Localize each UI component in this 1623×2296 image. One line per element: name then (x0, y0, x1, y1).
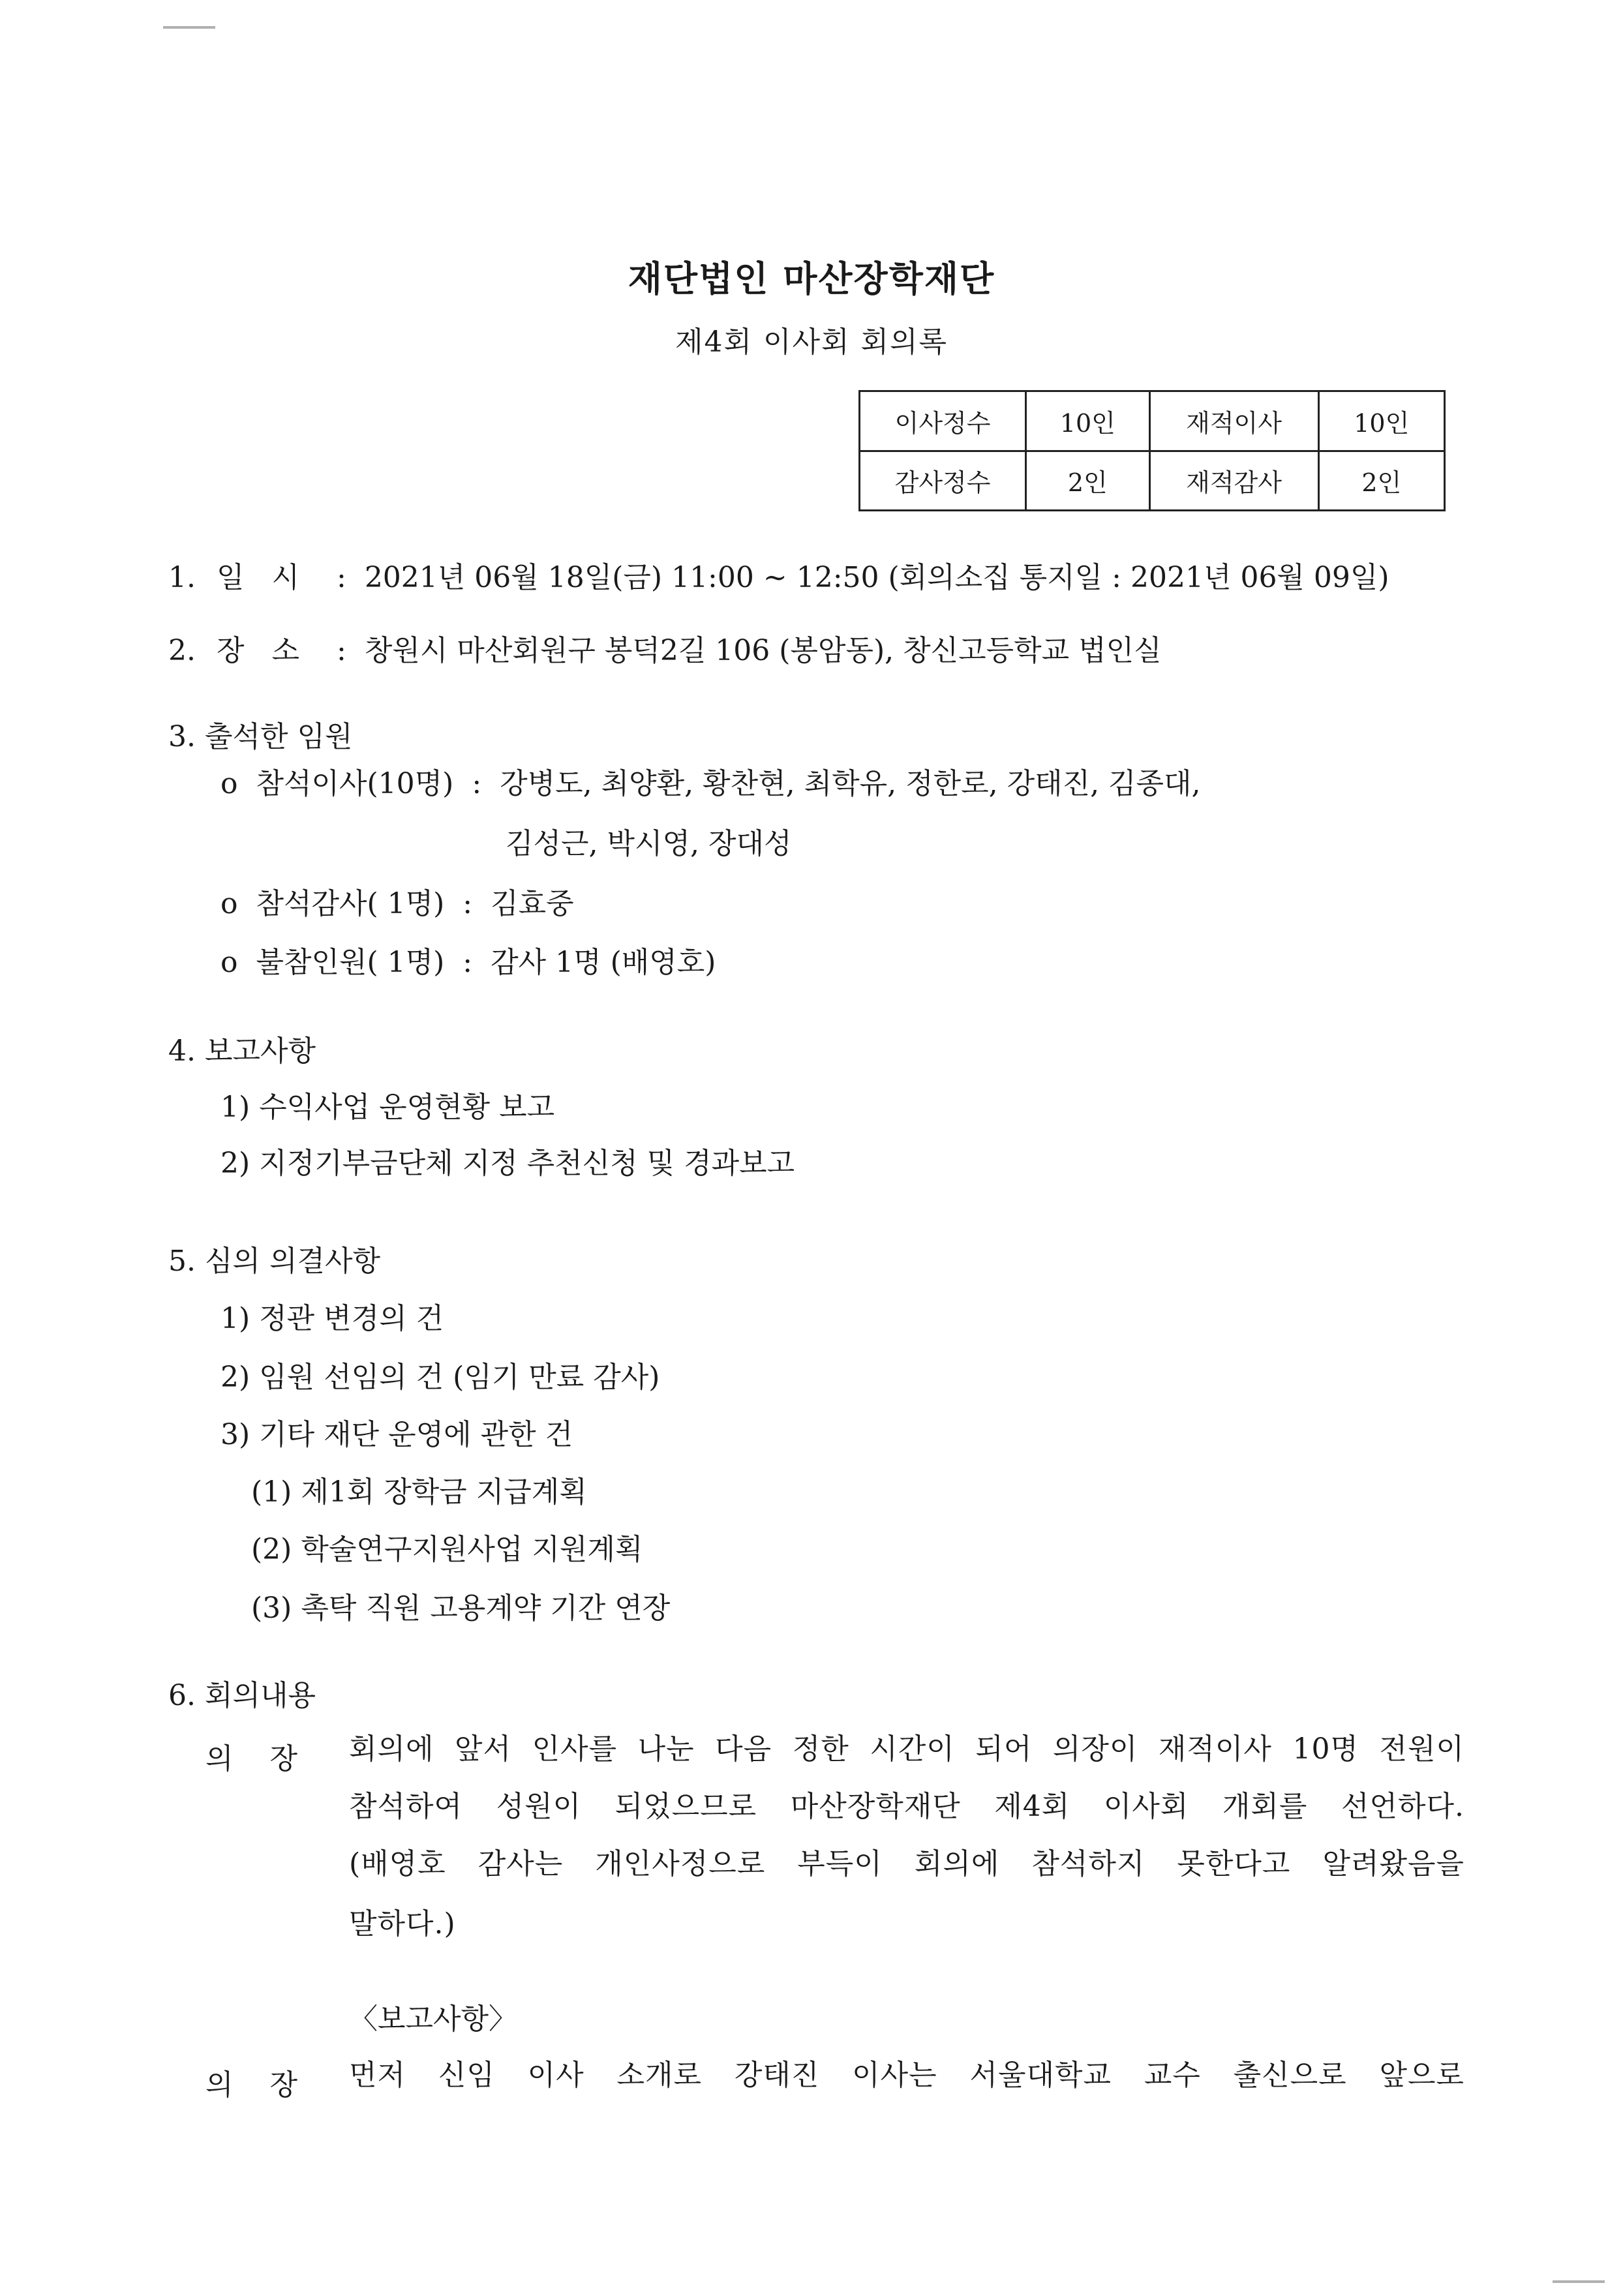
paragraph-text: 먼저 신임 이사 소개로 강태진 이사는 서울대학교 교수 출신으로 앞으로 (349, 2059, 1464, 2092)
item-place (168, 634, 1162, 667)
sub-list-item: (1) 제1회 장학금 지급계획 (251, 1475, 587, 1509)
member-summary-table (858, 390, 1446, 511)
paragraph-text: (배영호 감사는 개인사정으로 부득이 회의에 참석하지 못한다고 알려왔음을 (349, 1847, 1464, 1881)
item-date (168, 561, 1389, 594)
item-number: 1. (168, 561, 196, 594)
list-item: 3) 기타 재단 운영에 관한 건 (220, 1418, 573, 1451)
auditors-row (220, 887, 574, 920)
directors-names-cont: 김성근, 박시영, 장대성 (506, 827, 792, 860)
item-separator: : (336, 561, 346, 594)
directors-names: 강병도, 최양환, 황찬현, 최학유, 정한로, 강태진, 김종대, (500, 767, 1201, 800)
table-cell: 재적이사 (1149, 391, 1318, 451)
section-heading: 5. 심의 의결사항 (168, 1245, 380, 1278)
speaker-label: 의 장 (205, 1742, 297, 1775)
auditors-label: o 참석감사( 1명) (220, 887, 445, 920)
item-value: 2021년 06월 18일(금) 11:00 ~ 12:50 (회의소집 통지일 : 2021년 06월 09일) (364, 561, 1389, 594)
auditors-separator: : (463, 887, 473, 920)
section-heading: 3. 출석한 임원 (168, 720, 353, 753)
absent-row (220, 948, 716, 977)
directors-row (220, 767, 1201, 800)
absent-names: 감사 1명 (배영호) (491, 946, 716, 979)
table-cell: 10인 (1026, 391, 1149, 451)
speaker-label: 의 장 (205, 2068, 297, 2102)
section-heading: 6. 회의내용 (168, 1679, 316, 1712)
table-cell: 재적감사 (1149, 451, 1318, 511)
item-number: 2. (168, 634, 196, 667)
document-title: 재단법인 마산장학재단 (628, 258, 995, 299)
paragraph-text: 회의에 앞서 인사를 나눈 다음 정한 시간이 되어 의장이 재적이사 10명 전원이 (349, 1732, 1464, 1766)
absent-separator: : (463, 946, 473, 979)
table-cell: 2인 (1026, 451, 1149, 511)
document-subtitle: 제4회 이사회 회의록 (675, 325, 948, 359)
sub-list-item: (2) 학술연구지원사업 지원계획 (251, 1533, 643, 1566)
table-row (860, 391, 1445, 451)
paragraph-line (349, 1847, 1464, 1881)
directors-separator: : (472, 767, 482, 800)
table-row (860, 451, 1445, 511)
paragraph-line (349, 1732, 1464, 1766)
table-cell: 이사정수 (860, 391, 1026, 451)
absent-label: o 불참인원( 1명) (220, 946, 445, 979)
table-cell: 감사정수 (860, 451, 1026, 511)
table-cell: 2인 (1318, 451, 1444, 511)
list-item: 2) 임원 선임의 건 (임기 만료 감사) (220, 1361, 660, 1394)
section-heading: 4. 보고사항 (168, 1035, 316, 1068)
auditors-names: 김효중 (491, 887, 574, 920)
paragraph-text: 참석하여 성원이 되었으므로 마산장학재단 제4회 이사회 개회를 선언하다. (349, 1790, 1464, 1823)
item-label: 일 시 (216, 561, 299, 594)
scan-mark-bottom (1553, 2280, 1605, 2283)
list-item: 2) 지정기부금단체 지정 추천신청 및 경과보고 (220, 1147, 795, 1180)
paragraph-line (349, 1792, 1464, 1821)
paragraph-line (349, 2061, 1464, 2090)
report-subheading: 〈보고사항〉 (349, 2002, 518, 2036)
list-item: 1) 정관 변경의 건 (220, 1302, 444, 1335)
sub-list-item: (3) 촉탁 직원 고용계약 기간 연장 (251, 1592, 671, 1625)
item-label: 장 소 (216, 634, 299, 667)
paragraph-line: 말하다.) (349, 1907, 456, 1941)
directors-label: o 참석이사(10명) (220, 767, 454, 800)
item-separator: : (336, 634, 346, 667)
scan-mark-top (163, 26, 215, 29)
list-item: 1) 수익사업 운영현황 보고 (220, 1091, 555, 1124)
table-cell: 10인 (1318, 391, 1444, 451)
item-value: 창원시 마산회원구 봉덕2길 106 (봉암동), 창신고등학교 법인실 (364, 634, 1162, 667)
